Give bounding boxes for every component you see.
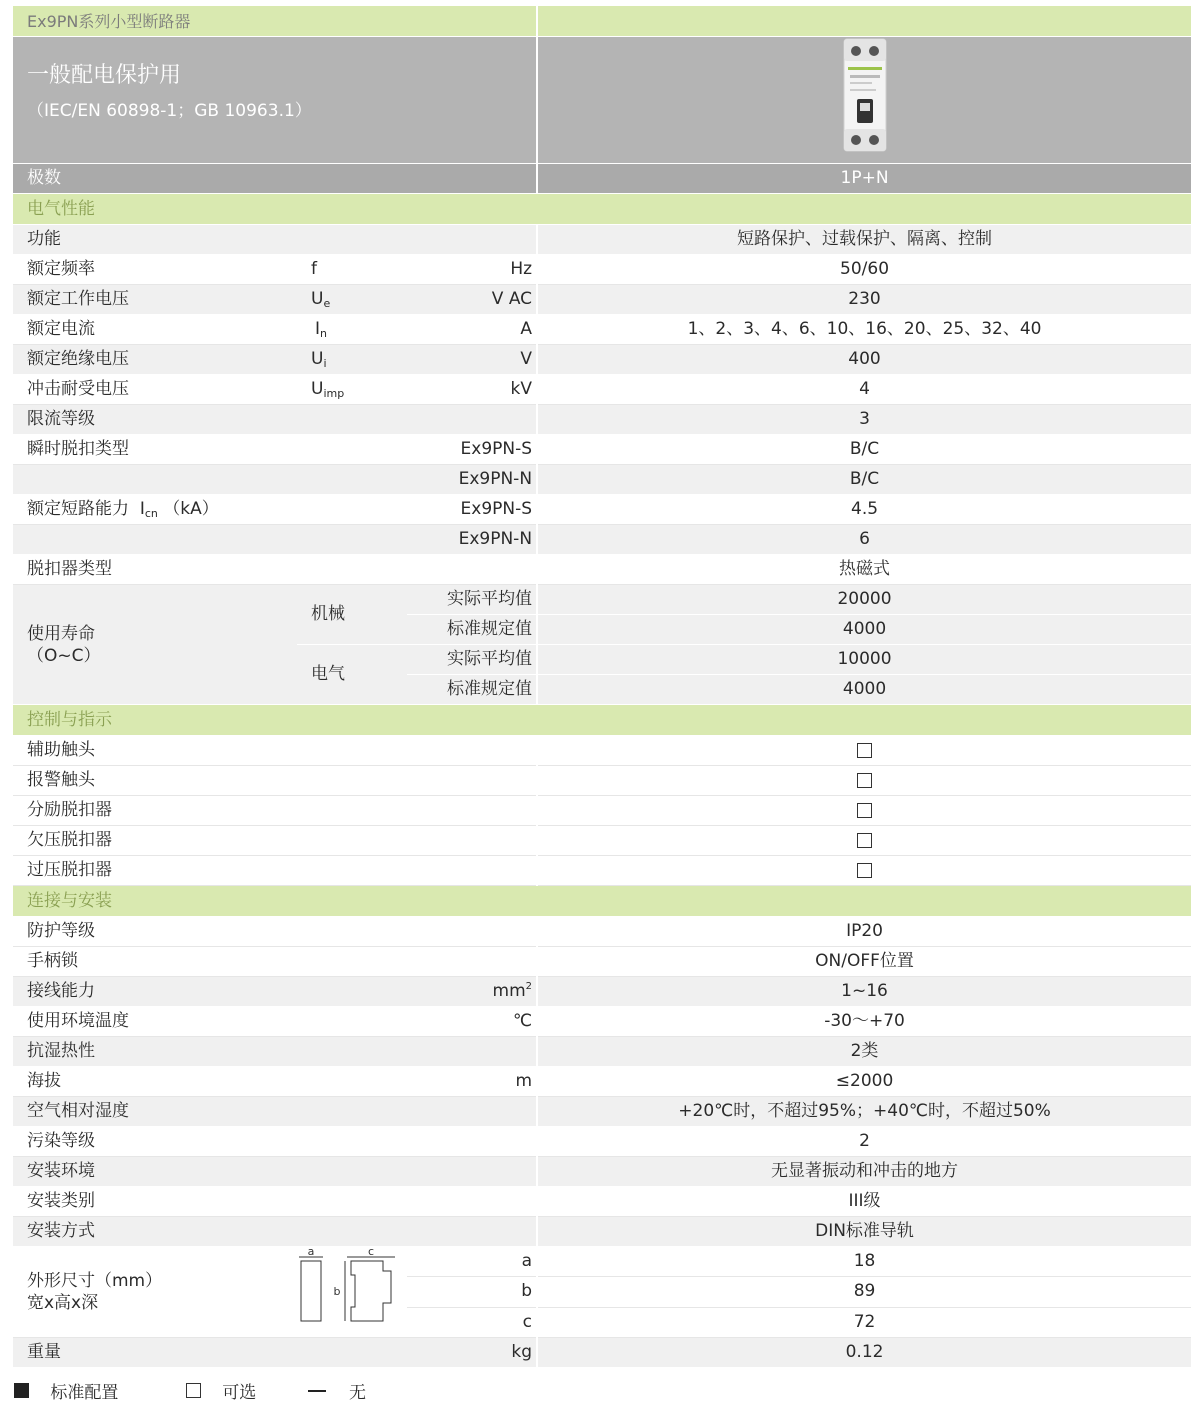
row-life-mech-standard: 标准规定值 4000 (13, 615, 1191, 645)
row-altitude: 海拔 m ≤2000 (13, 1067, 1191, 1097)
row-frequency: 额定频率 f Hz 50/60 (13, 255, 1191, 285)
poles-row (13, 164, 1191, 194)
series-header-row (13, 6, 1191, 37)
svg-text:c: c (367, 1247, 375, 1258)
row-install-env: 安装环境 无显著振动和冲击的地方 (13, 1157, 1191, 1187)
row-current: 额定电流 $I_n$ A 1、2、3、4、6、10、16、20、25、32、40 (13, 315, 1191, 345)
row-breaking-s: 额定短路能力 $I_{cn}$ （kA） Ex9PN-S 4.5 (13, 495, 1191, 525)
row-trip-type-n: Ex9PN-N B/C (13, 465, 1191, 495)
section-title: 电气性能 (13, 194, 1191, 225)
row-life-elec-actual: 电气 实际平均值 10000 (13, 645, 1191, 675)
row-function: 功能 短路保护、过载保护、隔离、控制 (13, 225, 1191, 255)
row-limit-class: 限流等级 3 (13, 405, 1191, 435)
row-humidity: 空气相对湿度 +20℃时，不超过95%；+40℃时，不超过50% (13, 1097, 1191, 1127)
optional-checkbox-icon (857, 833, 872, 848)
row-alarm-contact: 报警触头 (13, 766, 1191, 796)
row-pollution: 污染等级 2 (13, 1127, 1191, 1157)
spec-table (13, 6, 1191, 1368)
row-aux-contact: 辅助触头 (13, 736, 1191, 766)
none-icon (308, 1390, 326, 1392)
row-breaking-n: Ex9PN-N 6 (13, 525, 1191, 555)
section-electrical (13, 194, 1191, 225)
row-life-elec-standard: 标准规定值 4000 (13, 675, 1191, 705)
optional-icon (186, 1383, 201, 1398)
row-ip: 防护等级 IP20 (13, 917, 1191, 947)
row-dims-a: 外形尺寸（mm） 宽x高x深 a c b a 18 (13, 1247, 1191, 1277)
optional-checkbox-icon (857, 803, 872, 818)
section-connection (13, 886, 1191, 917)
standards-text: （IEC/EN 60898-1；GB 10963.1） (27, 101, 312, 121)
standard-config-icon (14, 1383, 29, 1398)
row-shunt-release: 分励脱扣器 (13, 796, 1191, 826)
spec-sheet (13, 6, 1191, 1368)
dimension-diagram-icon (297, 1247, 407, 1327)
poles-value: 1P+N (537, 164, 1191, 194)
legend-optional: 可选 (222, 1383, 257, 1403)
svg-text:a: a (307, 1247, 315, 1258)
row-insulation: 额定绝缘电压 $U_i$ V 400 (13, 345, 1191, 375)
row-dims-c: c 72 (13, 1307, 1191, 1337)
legend-standard: 标准配置 (50, 1383, 119, 1403)
row-mounting: 安装方式 DIN标准导轨 (13, 1217, 1191, 1247)
row-dims-b: b 89 (13, 1277, 1191, 1307)
optional-checkbox-icon (857, 743, 872, 758)
row-trip-type-s: 瞬时脱扣类型 Ex9PN-S B/C (13, 435, 1191, 465)
product-image (840, 37, 890, 153)
row-life-mech-actual: 使用寿命 （O~C） 机械 实际平均值 20000 (13, 585, 1191, 615)
section-title: 控制与指示 (13, 705, 1191, 736)
row-over-release: 过压脱扣器 (13, 856, 1191, 886)
series-title: Ex9PN系列小型断路器 (13, 6, 537, 37)
row-impulse: 冲击耐受电压 $U_{imp}$ kV 4 (13, 375, 1191, 405)
section-control (13, 705, 1191, 736)
svg-text:b: b (333, 1285, 341, 1298)
poles-label: 极数 (13, 164, 537, 194)
row-temperature: 使用环境温度 ℃ -30～+70 (13, 1007, 1191, 1037)
row-weight: 重量 kg 0.12 (13, 1338, 1191, 1368)
hero-row (13, 37, 1191, 164)
usage-title: 一般配电保护用 (27, 63, 182, 88)
optional-checkbox-icon (857, 863, 872, 878)
section-title: 连接与安装 (13, 886, 1191, 917)
legend (14, 1378, 366, 1403)
row-wiring: 接线能力 $mm^2$ 1~16 (13, 977, 1191, 1007)
row-install-category: 安装类别 III级 (13, 1187, 1191, 1217)
legend-none: 无 (349, 1383, 367, 1403)
row-damp-heat: 抗湿热性 2类 (13, 1037, 1191, 1067)
row-release-type: 脱扣器类型 热磁式 (13, 555, 1191, 585)
row-voltage: 额定工作电压 $U_e$ V AC 230 (13, 285, 1191, 315)
row-padlock: 手柄锁 ON/OFF位置 (13, 947, 1191, 977)
optional-checkbox-icon (857, 773, 872, 788)
row-under-release: 欠压脱扣器 (13, 826, 1191, 856)
